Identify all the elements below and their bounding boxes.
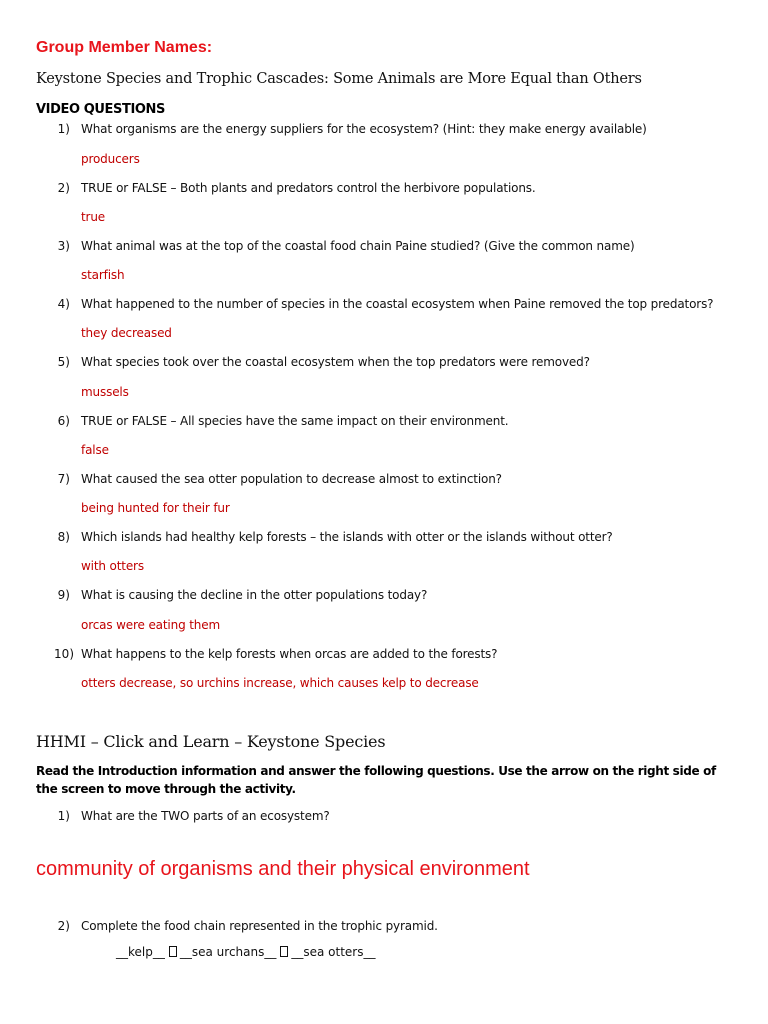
question-text: What organisms are the energy suppliers for the ecosystem? (Hint: they make energy available) <box>81 122 647 136</box>
question-text: What animal was at the top of the coastal food chain Paine studied? (Give the common name) <box>81 239 635 253</box>
question-text: What is causing the decline in the otter populations today? <box>81 588 428 602</box>
food-chain-level-3: __sea otters__ <box>291 945 376 959</box>
answer-text: otters decrease, so urchins increase, which causes kelp to decrease <box>81 676 479 690</box>
answer-text: producers <box>81 152 140 166</box>
question-number: 10) <box>54 647 74 661</box>
answer-text: being hunted for their fur <box>81 501 230 515</box>
hhmi-section-title: HHMI – Click and Learn – Keystone Species <box>36 732 386 751</box>
question-number: 3) <box>57 239 70 253</box>
video-questions-heading: VIDEO QUESTIONS <box>36 102 165 117</box>
question-text: TRUE or FALSE – Both plants and predators control the herbivore populations. <box>81 181 536 195</box>
question-text: Which islands had healthy kelp forests – the islands with otter or the islands without otter? <box>81 530 613 544</box>
answer-text: they decreased <box>81 326 172 340</box>
question-text: What happened to the number of species in the coastal ecosystem when Paine removed the top predators? <box>81 297 714 311</box>
answer-text: orcas were eating them <box>81 618 220 632</box>
answer-text: starfish <box>81 268 125 282</box>
question-number: 1) <box>57 122 70 136</box>
question-number: 9) <box>57 588 70 602</box>
question-text: What are the TWO parts of an ecosystem? <box>81 809 330 823</box>
ecosystem-parts-answer: community of organisms and their physical environment <box>36 858 530 880</box>
arrow-icon <box>280 946 288 957</box>
question-text: TRUE or FALSE – All species have the same impact on their environment. <box>81 414 509 428</box>
arrow-icon <box>169 946 177 957</box>
question-number: 6) <box>57 414 70 428</box>
question-number: 2) <box>57 181 70 195</box>
food-chain-row <box>116 945 375 959</box>
question-text: Complete the food chain represented in the trophic pyramid. <box>81 919 438 933</box>
question-number: 8) <box>57 530 70 544</box>
question-text: What species took over the coastal ecosystem when the top predators were removed? <box>81 355 590 369</box>
question-text: What happens to the kelp forests when orcas are added to the forests? <box>81 647 498 661</box>
group-member-names-label: Group Member Names: <box>36 39 213 56</box>
document-title: Keystone Species and Trophic Cascades: Some Animals are More Equal than Others <box>36 71 642 87</box>
hhmi-instructions: Read the Introduction information and answer the following questions. Use the arrow on the right side of the screen to move through the activity. <box>36 764 716 796</box>
answer-text: true <box>81 210 106 224</box>
answer-text: mussels <box>81 385 129 399</box>
answer-text: false <box>81 443 109 457</box>
question-number: 2) <box>57 919 70 933</box>
question-number: 5) <box>57 355 70 369</box>
food-chain-level-2: __sea urchans__ <box>179 945 277 959</box>
question-text: What caused the sea otter population to decrease almost to extinction? <box>81 472 502 486</box>
food-chain-level-1: __kelp__ <box>116 945 165 959</box>
question-number: 4) <box>57 297 70 311</box>
question-number: 1) <box>57 809 70 823</box>
answer-text: with otters <box>81 559 144 573</box>
question-number: 7) <box>57 472 70 486</box>
